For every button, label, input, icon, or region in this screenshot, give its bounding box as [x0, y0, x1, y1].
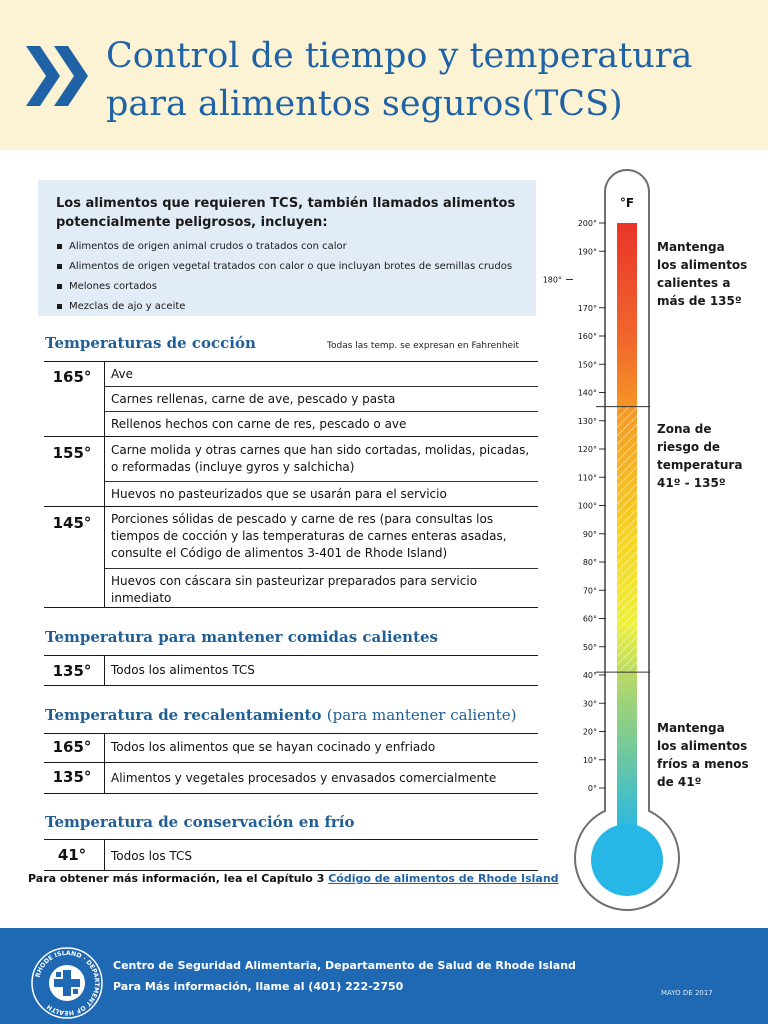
scale-label: 170° [577, 303, 597, 313]
food-item: Huevos con cáscara sin pasteurizar preparados para servicio inmediato [111, 574, 478, 605]
temp-165: 165° [52, 368, 92, 386]
seal-text: RHODE ISLAND · DEPARTMENT OF HEALTH [34, 949, 101, 1017]
note-line: calientes a [657, 276, 731, 290]
note-line: fríos a menos [657, 757, 749, 771]
scale-label: 90° [582, 529, 597, 539]
thermometer-scale [543, 219, 606, 793]
note-line: 41º - 135º [657, 476, 726, 490]
scale-label: 120° [577, 445, 597, 454]
food-item: Alimentos y vegetales procesados y envasados comercialmente [111, 771, 497, 785]
cold-holding-heading: Temperatura de conservación en frío [45, 813, 355, 831]
reheating-heading-suffix: (para mantener caliente) [326, 706, 517, 724]
note-line: riesgo de [657, 440, 721, 454]
scale-label: 80° [582, 558, 597, 567]
scale-label: 100° [577, 501, 597, 511]
note-line: más de 135º [657, 294, 742, 308]
cooking-heading: Temperaturas de cocción [45, 334, 256, 352]
scale-label: 0° [587, 784, 597, 793]
unit-label: °F [619, 196, 635, 210]
scale-label: 20° [582, 727, 597, 737]
list-item: Alimentos de origen vegetal tratados con calor o que incluyan brotes de semillas crudos [56, 260, 512, 280]
food-item: Porciones sólidas de pescado y carne de res (para consultas los tiempos de cocción y las temperaturas de carnes enteras asadas, consulte el Código de alimentos 3-401 de Rhode Island) [111, 512, 507, 560]
department-seal-icon [30, 946, 104, 1020]
note-line: Mantenga [657, 721, 725, 735]
temp-145: 145° [52, 514, 92, 532]
note-line: de 41º [657, 775, 702, 789]
scale-label: 190° [577, 247, 597, 257]
note-line: los alimentos [657, 258, 748, 272]
note-line: temperatura [657, 458, 743, 472]
scale-label: 160° [577, 332, 597, 341]
scale-label: 30° [582, 699, 597, 709]
scale-label: 50° [582, 642, 597, 652]
temp-135: 135° [52, 662, 92, 680]
footer-date: MAYO DE 2017 [661, 989, 713, 997]
title-line-1: Control de tiempo y temperatura [106, 36, 693, 76]
food-item: Todos los alimentos que se hayan cocinado y enfriado [111, 740, 436, 754]
scale-label: 180° [542, 275, 562, 285]
more-info-text: Para obtener más información, lea el Capítulo 3 [28, 872, 325, 885]
scale-label: 130° [577, 416, 597, 426]
scale-label: 40° [582, 671, 597, 680]
temp-155: 155° [52, 444, 92, 462]
fahrenheit-note: Todas las temp. se expresan en Fahrenheit [327, 341, 520, 351]
footer-bar [0, 928, 768, 1024]
cold-holding-note [657, 719, 749, 791]
food-item: Carne molida y otras carnes que han sido cortadas, molidas, picadas, o reformadas (incluye gyros y salchicha) [111, 443, 530, 474]
thermometer-bulb [591, 824, 663, 896]
note-line: los alimentos [657, 739, 748, 753]
info-box-title: Los alimentos que requieren TCS, también llamados alimentos potencialmente peligrosos, incluyen: [56, 196, 516, 230]
list-item: Melones cortados [56, 280, 512, 300]
scale-label: 60° [582, 614, 597, 624]
footer-organization: Centro de Seguridad Alimentaria, Departamento de Salud de Rhode Island [113, 959, 576, 972]
note-line: Mantenga [657, 240, 725, 254]
scale-label: 70° [582, 586, 597, 596]
scale-label: 150° [577, 360, 597, 370]
hot-holding-note [657, 238, 747, 310]
reheating-heading-main: Temperatura de recalentamiento [45, 706, 322, 724]
title-line-2: para alimentos seguros(TCS) [106, 84, 623, 124]
danger-zone-hatch [617, 407, 637, 673]
food-item: Carnes rellenas, carne de ave, pescado y pasta [111, 392, 396, 406]
food-item: Todos los TCS [111, 849, 193, 863]
note-line: Zona de [657, 422, 712, 436]
scale-label: 200° [577, 219, 597, 228]
food-item: Rellenos hechos con carne de res, pescado o ave [111, 417, 407, 431]
scale-label: 110° [577, 473, 597, 483]
hot-holding-heading: Temperatura para mantener comidas calientes [45, 628, 438, 646]
temp-41: 41° [57, 846, 87, 864]
danger-zone-note [657, 420, 742, 492]
scale-label: 10° [582, 755, 597, 765]
food-code-link[interactable]: Código de alimentos de Rhode Island [328, 872, 559, 885]
scale-label: 140° [577, 388, 597, 398]
food-item: Ave [111, 367, 133, 381]
temp-135: 135° [52, 768, 92, 786]
food-item: Huevos no pasteurizados que se usarán para el servicio [111, 487, 447, 501]
footer-phone: Para Más información, llame al (401) 222-2750 [113, 980, 404, 993]
temp-165: 165° [52, 738, 92, 756]
list-item: Mezclas de ajo y aceite [56, 300, 512, 320]
list-item: Alimentos de origen animal crudos o tratados con calor [56, 240, 512, 260]
food-item: Todos los alimentos TCS [111, 663, 255, 677]
